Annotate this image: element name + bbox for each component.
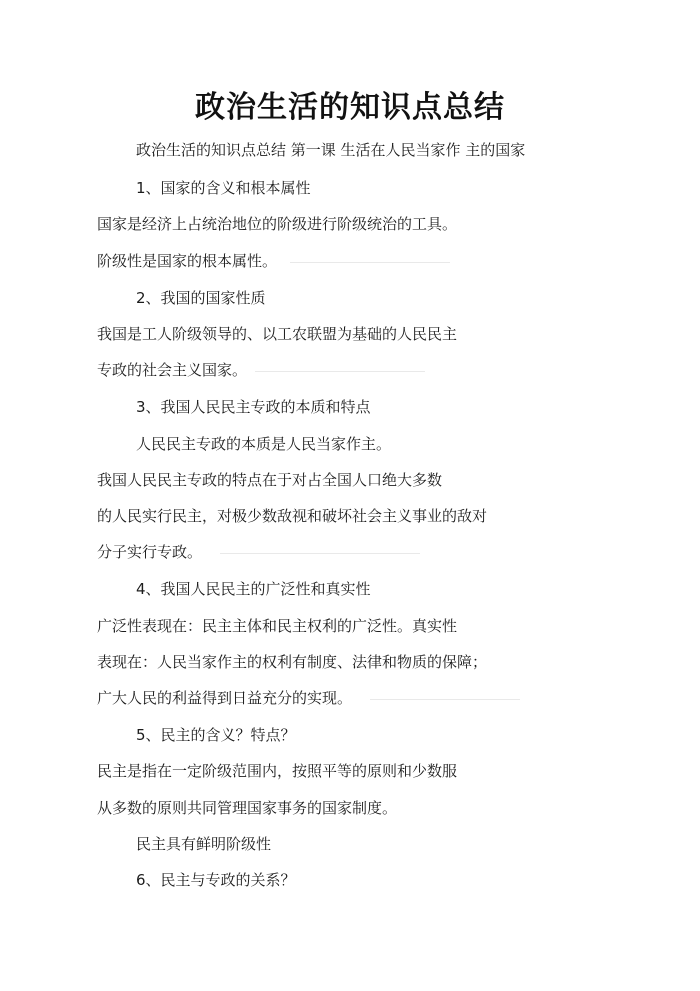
paragraph-line: 广泛性表现在：民主主体和民主权利的广泛性。真实性 bbox=[97, 617, 458, 635]
section-heading-2: 2、我国的国家性质 bbox=[136, 289, 266, 307]
divider bbox=[290, 262, 450, 263]
paragraph-line: 从多数的原则共同管理国家事务的国家制度。 bbox=[97, 799, 398, 817]
paragraph-line: 国家是经济上占统治地位的阶级进行阶级统治的工具。 bbox=[97, 215, 458, 233]
paragraph-line: 阶级性是国家的根本属性。 bbox=[97, 252, 278, 270]
section-heading-5: 5、民主的含义？特点？ bbox=[136, 726, 296, 744]
divider bbox=[255, 371, 425, 372]
paragraph-line: 我国是工人阶级领导的、以工农联盟为基础的人民民主 bbox=[97, 325, 458, 343]
paragraph-line: 专政的社会主义国家。 bbox=[97, 361, 248, 379]
paragraph-line: 表现在：人民当家作主的权利有制度、法律和物质的保障； bbox=[97, 653, 488, 671]
section-heading-4: 4、我国人民民主的广泛性和真实性 bbox=[136, 580, 371, 598]
paragraph-line: 的人民实行民主，对极少数敌视和破坏社会主义事业的敌对 bbox=[97, 507, 488, 525]
paragraph-line: 民主具有鲜明阶级性 bbox=[136, 835, 272, 853]
divider bbox=[220, 553, 420, 554]
document-title: 政治生活的知识点总结 bbox=[195, 90, 505, 125]
subtitle-line: 政治生活的知识点总结 第一课 生活在人民当家作 主的国家 bbox=[136, 141, 526, 159]
paragraph-line: 民主是指在一定阶级范围内，按照平等的原则和少数服 bbox=[97, 762, 458, 780]
section-heading-1: 1、国家的含义和根本属性 bbox=[136, 179, 311, 197]
section-heading-6: 6、民主与专政的关系？ bbox=[136, 871, 296, 889]
paragraph-line: 我国人民民主专政的特点在于对占全国人口绝大多数 bbox=[97, 471, 443, 489]
paragraph-line: 分子实行专政。 bbox=[97, 543, 203, 561]
divider bbox=[370, 699, 520, 700]
section-heading-3: 3、我国人民民主专政的本质和特点 bbox=[136, 398, 371, 416]
paragraph-line: 人民民主专政的本质是人民当家作主。 bbox=[136, 435, 392, 453]
paragraph-line: 广大人民的利益得到日益充分的实现。 bbox=[97, 689, 353, 707]
